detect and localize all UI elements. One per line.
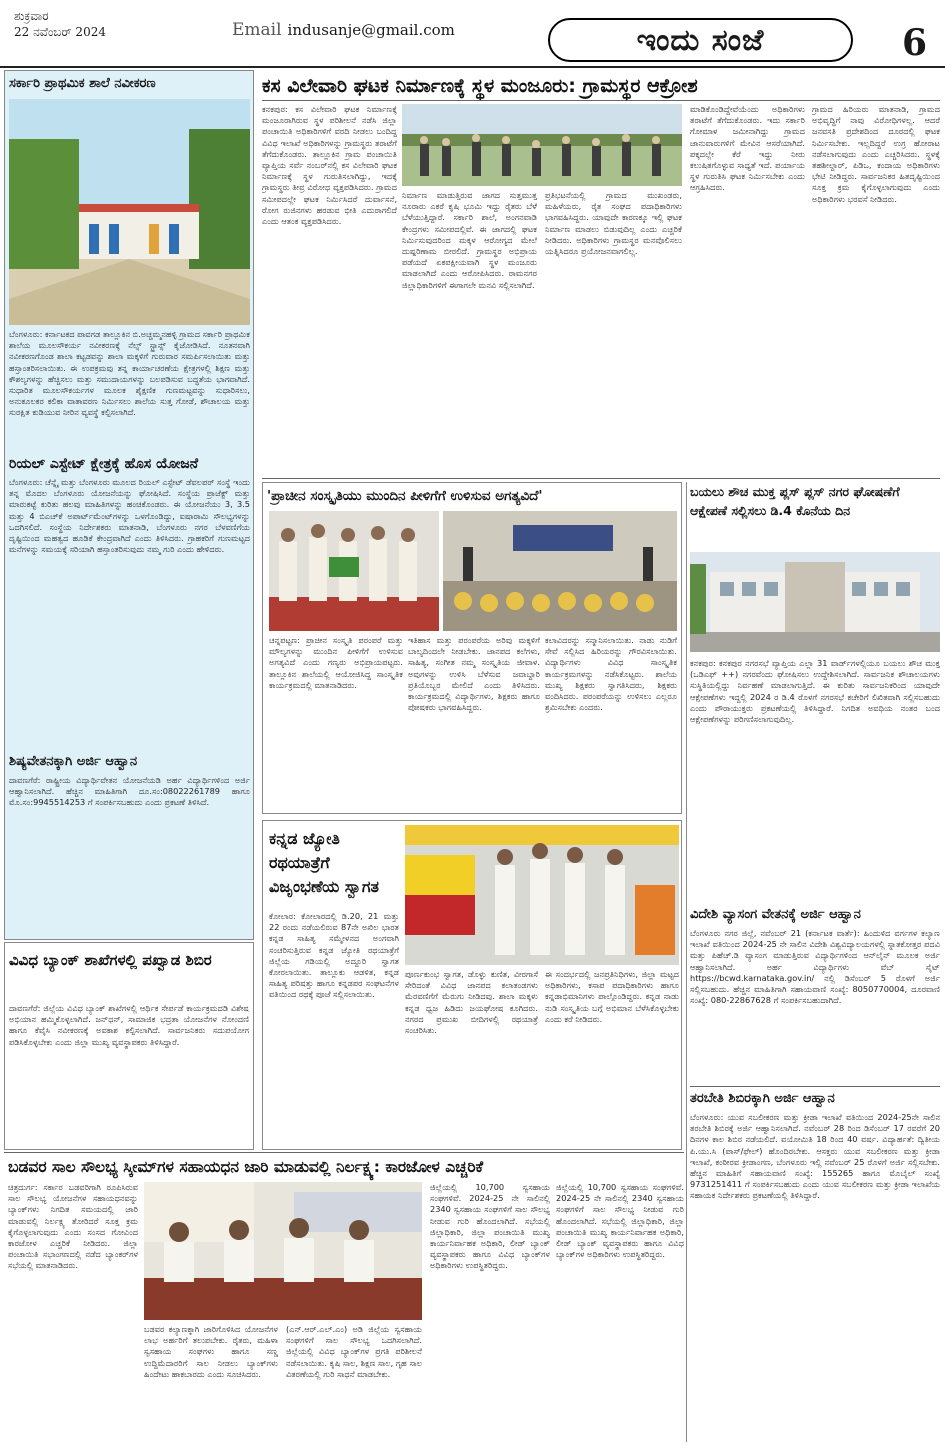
loan-top-rule — [4, 1152, 684, 1153]
odf-box — [690, 482, 940, 902]
culture-photo-graphic — [269, 511, 439, 631]
masthead — [0, 0, 945, 68]
culture-box — [262, 482, 682, 814]
bank-body: ದಾವಣಗೆರೆ: ಜಿಲ್ಲೆಯ ವಿವಿಧ ಬ್ಯಾಂಕ್ ಶಾಖೆಗಳಲ್ಲಿ ಆರ್ಥಿಕ ಸೇರ್ಪಡೆ ಕಾರ್ಯಕ್ರಮದಡಿ ವಿಶೇಷ ಅಭಿಯಾನ ಹಮ್ಮಿಕೊಳ್ಳಲಾಗಿದೆ. ಜನ್‌ಧನ್, ಸಾಮಾಜಿಕ ಭದ್ರತಾ ಯೋಜನೆಗಳ ನೋಂದಣಿ ಹಾಗೂ ಕೆವೈಸಿ ನವೀಕರಣಕ್ಕೆ ಅವಕಾಶ ಕಲ್ಪಿಸಲಾಗಿದೆ. ಸಾರ್ವಜನಿಕರು ಸದುಪಯೋಗ ಪಡಿಸಿಕೊಳ್ಳಬೇಕು ಎಂದು ಜಿಲ್ಲಾ ಮುಖ್ಯ ವ್ಯವಸ್ಥಾಪಕರು ತಿಳಿಸಿದ್ದಾರೆ. — [9, 1003, 249, 1047]
school-body: ಬೆಂಗಳೂರು: ಕರ್ನಾಟಕದ ಪಾವಗಡ ತಾಲ್ಲೂಕಿನ ಬಿ.ಅಚ್ಚಮ್ಮನಹಳ್ಳಿ ಗ್ರಾಮದ ಸರ್ಕಾರಿ ಪ್ರಾಥಮಿಕ ಶಾಲೆಯ ಮೂಲಸೌಕರ್ಯ ನವೀಕರಣಕ್ಕೆ ನೆಲ್ಸ್ ಸ್ಟ್ರಾನ್ಸ್ ಕೈಜೋಡಿಸಿದೆ. ನೂತನವಾಗಿ ನವೀಕರಣಗೊಂಡ ಶಾಲಾ ಕಟ್ಟಡವನ್ನು ಶಾಲಾ ಮಕ್ಕಳಿಗೆ ಗುರುವಾರ ಸಮರ್ಪಿಸಲಾಯಿತು ಮತ್ತು ಹಸ್ತಾಂತರಿಸಲಾಯಿತು. ಈ ಉಪಕ್ರಮವು ತನ್ನ ಕಾರ್ಯಾಚರಣೆಯ ಕ್ಷೇತ್ರಗಳಲ್ಲಿ ಶಿಕ್ಷಣ ಮತ್ತು ಕೌಶಲ್ಯಗಳನ್ನು ಹೆಚ್ಚಿಸಲು ಮತ್ತು ಸಮುದಾಯಗಳನ್ನು ಬಲಪಡಿಸುವ ಬದ್ಧತೆಯ ಭಾಗವಾಗಿದೆ. ಸುಧಾರಿತ ಮೂಲಸೌಕರ್ಯಗಳ ಮೂಲಕ ಶೈಕ್ಷಣಿಕ ಗುಣಮಟ್ಟವನ್ನು ಸುಧಾರಿಸಲು, ಅನುಕೂಲಕರ ಕಲಿಕಾ ವಾತಾವರಣ ನಿರ್ಮಿಸಲು ಶಾಲೆಯ ಸುತ್ತ ಗೋಡೆ, ಶೌಚಾಲಯ ಮತ್ತು ಸುರಕ್ಷಿತ ಕುಡಿಯುವ ನೀರಿನ ವ್ಯವಸ್ಥೆ ಕಲ್ಪಿಸಲಾಗಿದೆ. — [9, 329, 250, 418]
odf-building-graphic — [690, 552, 940, 652]
left-column — [4, 70, 254, 940]
issue-date — [14, 8, 106, 40]
training-body: ಬೆಂಗಳೂರು: ಯುವ ಸಬಲೀಕರಣ ಮತ್ತು ಕ್ರೀಡಾ ಇಲಾಖೆ ವತಿಯಿಂದ 2024-25ನೇ ಸಾಲಿನ ತರಬೇತಿ ಶಿಬಿರಕ್ಕೆ ಅರ್ಜಿ ಆಹ್ವಾನಿಸಲಾಗಿದೆ. ನವೆಂಬರ್ 28 ರಿಂದ ಡಿಸೆಂಬರ್ 17 ರವರೆಗೆ 20 ದಿನಗಳ ಕಾಲ ಶಿಬಿರ ನಡೆಯಲಿದೆ. ವಯೋಮಿತಿ 18 ರಿಂದ 40 ವರ್ಷ. ವಿದ್ಯಾರ್ಹತೆ: ದ್ವಿತೀಯ ಪಿ.ಯು.ಸಿ (ಪಾಸ್/ಫೇಲ್) ಹೊಂದಿರಬೇಕು. ಆಸಕ್ತರು ಯುವ ಸಬಲೀಕರಣ ಮತ್ತು ಕ್ರೀಡಾ ಇಲಾಖೆ, ಕಂಠೀರವ ಕ್ರೀಡಾಂಗಣ, ಬೆಂಗಳೂರು ಇಲ್ಲಿ ನವೆಂಬರ್ 25 ರೊಳಗೆ ಅರ್ಜಿ ಸಲ್ಲಿಸಬೇಕು. ಹೆಚ್ಚಿನ ಮಾಹಿತಿಗೆ ಸಹಾಯವಾಣಿ ಸಂಖ್ಯೆ: 155265 ಹಾಗೂ ಮೊಬೈಲ್ ಸಂಖ್ಯೆ 9731251411 ಗೆ ಸಂಪರ್ಕಿಸಬಹುದು ಎಂದು ಯುವ ಸಬಲೀಕರಣ ಮತ್ತು ಕ್ರೀಡಾ ಇಲಾಖೆಯ ಸಹಾಯಕ ನಿರ್ದೇಶಕರು ಪ್ರಕಟಣೆಯಲ್ಲಿ ತಿಳಿಸಿದ್ದಾರೆ. — [690, 1112, 940, 1201]
scholarship-headline: ಶಿಷ್ಯವೇತನಕ್ಕಾಗಿ ಅರ್ಜಿ ಆಹ್ವಾನ — [9, 754, 138, 769]
odf-body: ಕನಕಪುರ: ಕನಕಪುರ ನಗರಸಭೆ ವ್ಯಾಪ್ತಿಯ ಎಲ್ಲಾ 31 ವಾರ್ಡ್‌ಗಳಲ್ಲಿಯೂ ಬಯಲು ಶೌಚ ಮುಕ್ತ (ಒಡಿಎಫ್ ++) ನಗರವೆಂದು ಘೋಷಿಸಲು ಉದ್ದೇಶಿಸಲಾಗಿದೆ. ಸಾರ್ವಜನಿಕ ಶೌಚಾಲಯಗಳು ಸುಸ್ಥಿತಿಯಲ್ಲಿದ್ದು ನಿರ್ವಹಣೆ ಮಾಡಲಾಗುತ್ತಿದೆ. ಈ ಕುರಿತು ಸಾರ್ವಜನಿಕರಿಂದ ಯಾವುದೇ ಆಕ್ಷೇಪಣೆಗಳು ಇದ್ದಲ್ಲಿ 2024 ರ ಡಿ.4 ರೊಳಗೆ ನಗರಸಭೆ ಕಚೇರಿಗೆ ಲಿಖಿತವಾಗಿ ಸಲ್ಲಿಸಬಹುದು ಎಂದು ಪೌರಾಯುಕ್ತರು ಪ್ರಕಟಣೆಯಲ್ಲಿ ತಿಳಿಸಿದ್ದಾರೆ. ನಿಗದಿತ ಅವಧಿಯ ನಂತರ ಬಂದ ಆಕ್ಷೇಪಣೆಗಳನ್ನು ಪರಿಗಣಿಸಲಾಗುವುದಿಲ್ಲ. — [690, 658, 940, 725]
culture-headline: 'ಪ್ರಾಚೀನ ಸಂಸ್ಕೃತಿಯು ಮುಂದಿನ ಪೀಳಿಗೆಗೆ ಉಳಿಸುವ ಅಗತ್ಯವಿದೆ' — [267, 488, 543, 504]
school-photo-graphic — [9, 99, 250, 325]
ratha-photo-graphic — [405, 825, 679, 965]
training-box — [690, 1090, 940, 1440]
loan-column-5: ಜಿಲ್ಲೆಯಲ್ಲಿ 10,700 ಸ್ವಸಹಾಯ ಸಂಘಗಳಿವೆ. 2024-25 ನೇ ಸಾಲಿನಲ್ಲಿ 2340 ಸ್ವಸಹಾಯ ಸಂಘಗಳಿಗೆ ಸಾಲ ಸೌಲಭ್ಯ ನೀಡುವ ಗುರಿ ಹೊಂದಲಾಗಿದೆ. ಸಭೆಯಲ್ಲಿ ಜಿಲ್ಲಾಧಿಕಾರಿ, ಜಿಲ್ಲಾ ಪಂಚಾಯಿತಿ ಮುಖ್ಯ ಕಾರ್ಯನಿರ್ವಾಹಕ ಅಧಿಕಾರಿ, ಲೀಡ್ ಬ್ಯಾಂಕ್ ವ್ಯವಸ್ಥಾಪಕರು ಹಾಗೂ ವಿವಿಧ ಬ್ಯಾಂಕ್‌ಗಳ ಅಧಿಕಾರಿಗಳು ಉಪಸ್ಥಿತರಿದ್ದರು. — [556, 1182, 684, 1260]
loan-column-1: ಚಿತ್ರದುರ್ಗ: ಸರ್ಕಾರ ಬಡವರಿಗಾಗಿ ರೂಪಿಸಿರುವ ಸಾಲ ಸೌಲಭ್ಯ ಯೋಜನೆಗಳ ಸಹಾಯಧನವನ್ನು ಬ್ಯಾಂಕ್‌ಗಳು ನಿಗದಿತ ಸಮಯದಲ್ಲಿ ಜಾರಿ ಮಾಡುವಲ್ಲಿ ನಿರ್ಲಕ್ಷ್ಯ ತೋರಿದರೆ ಸೂಕ್ತ ಕ್ರಮ ಕೈಗೊಳ್ಳಲಾಗುವುದು ಎಂದು ಸಂಸದ ಗೋವಿಂದ ಕಾರಜೋಳ ಎಚ್ಚರಿಕೆ ನೀಡಿದರು. ಜಿಲ್ಲಾ ಪಂಚಾಯಿತಿ ಸಭಾಂಗಣದಲ್ಲಿ ನಡೆದ ಬ್ಯಾಂಕರ್‌ಗಳ ಸಭೆಯಲ್ಲಿ ಮಾತನಾಡಿದರು. — [8, 1182, 138, 1271]
culture-photo-students — [443, 511, 677, 631]
loan-column-2: ಬಡವರ ಕಲ್ಯಾಣಕ್ಕಾಗಿ ಜಾರಿಗೊಳಿಸಿದ ಯೋಜನೆಗಳ ಲಾಭ ಅರ್ಹರಿಗೆ ತಲುಪಬೇಕು. ರೈತರು, ಮಹಿಳಾ ಸ್ವಸಹಾಯ ಸಂಘಗಳು ಹಾಗೂ ಸಣ್ಣ ಉದ್ದಿಮೆದಾರರಿಗೆ ಸಾಲ ನೀಡಲು ಬ್ಯಾಂಕ್‌ಗಳು ಹಿಂದೇಟು ಹಾಕಬಾರದು ಎಂದು ಸೂಚಿಸಿದರು. — [144, 1324, 278, 1379]
lead-protest-photo — [402, 104, 682, 186]
loan-column-3: (ಎನ್.ಆರ್.ಎಲ್.ಎಂ) ಅಡಿ ಜಿಲ್ಲೆಯ ಸ್ವಸಹಾಯ ಸಂಘಗಳಿಗೆ ಸಾಲ ಸೌಲಭ್ಯ ಒದಗಿಸಲಾಗಿದೆ. ಜಿಲ್ಲೆಯಲ್ಲಿ ವಿವಿಧ ಬ್ಯಾಂಕ್‌ಗಳ ಪ್ರಗತಿ ಪರಿಶೀಲನೆ ನಡೆಸಲಾಯಿತು. ಕೃಷಿ ಸಾಲ, ಶಿಕ್ಷಣ ಸಾಲ, ಗೃಹ ಸಾಲ ವಿತರಣೆಯಲ್ಲಿ ಗುರಿ ಸಾಧನೆ ಮಾಡಬೇಕು. — [286, 1324, 422, 1379]
contact-email — [232, 20, 455, 40]
scholarship-body: ದಾವಣಗೆರೆ: ರಾಷ್ಟ್ರೀಯ ವಿದ್ಯಾರ್ಥಿವೇತನ ಯೋಜನೆಯಡಿ ಅರ್ಹ ವಿದ್ಯಾರ್ಥಿಗಳಿಂದ ಅರ್ಜಿ ಆಹ್ವಾನಿಸಲಾಗಿದೆ. ಹೆಚ್ಚಿನ ಮಾಹಿತಿಗಾಗಿ ದೂ.ಸಂ:08022261789 ಹಾಗೂ ಮೊ.ಸಂ:9945514253 ಗೆ ಸಂಪರ್ಕಿಸಬಹುದು ಎಂದು ಪ್ರಕಟಣೆ ತಿಳಿಸಿದೆ. — [9, 775, 250, 808]
newspaper-logo — [548, 18, 853, 62]
email-address: indusanje@gmail.com — [287, 21, 455, 39]
culture-column-3: ಕಲಾವಿದರನ್ನು ಸನ್ಮಾನಿಸಲಾಯಿತು. ನಾಡು ನುಡಿಗೆ ಸೇವೆ ಸಲ್ಲಿಸಿದ ಹಿರಿಯರನ್ನು ಗೌರವಿಸಲಾಯಿತು. ವಿದ್ಯಾರ್ಥಿಗಳು ವಿವಿಧ ಸಾಂಸ್ಕೃತಿಕ ಕಾರ್ಯಕ್ರಮಗಳನ್ನು ನಡೆಸಿಕೊಟ್ಟರು. ಶಾಲೆಯ ಮುಖ್ಯ ಶಿಕ್ಷಕರು ಸ್ವಾಗತಿಸಿದರು, ಶಿಕ್ಷಕರು ವಂದಿಸಿದರು. ಪರಂಪರೆಯನ್ನು ಉಳಿಸಲು ಎಲ್ಲರೂ ಶ್ರಮಿಸಬೇಕು ಎಂದರು. — [545, 635, 677, 713]
school-headline: ಸರ್ಕಾರಿ ಪ್ರಾಥಮಿಕ ಶಾಲೆ ನವೀಕರಣ — [9, 76, 156, 91]
culture-photo-students-graphic — [443, 511, 677, 631]
ratha-headline: ಕನ್ನಡ ಜ್ಯೋತಿ ರಥಯಾತ್ರೆಗೆ ವಿಜೃಂಭಣೆಯ ಸ್ವಾಗತ — [269, 829, 379, 896]
lead-column-2: ನಿರ್ಮಾಣ ಮಾಡುತ್ತಿರುವ ಜಾಗದ ಸುತ್ತಮುತ್ತ ನೂರಾರು ಎಕರೆ ಕೃಷಿ ಭೂಮಿ ಇದ್ದು ರೈತರು ಬೆಳೆ ಬೆಳೆಯುತ್ತಿದ್ದಾರೆ. ಸರ್ಕಾರಿ ಶಾಲೆ, ಅಂಗನವಾಡಿ ಕೇಂದ್ರಗಳು ಸಮೀಪದಲ್ಲಿವೆ. ಈ ಜಾಗದಲ್ಲಿ ಘಟಕ ನಿರ್ಮಿಸುವುದರಿಂದ ಮಕ್ಕಳ ಆರೋಗ್ಯದ ಮೇಲೆ ದುಷ್ಪರಿಣಾಮ ಬೀರಲಿದೆ. ಗ್ರಾಮಸ್ಥರ ಅಭಿಪ್ರಾಯ ಪಡೆಯದೆ ಏಕಪಕ್ಷೀಯವಾಗಿ ಸ್ಥಳ ಮಂಜೂರು ಮಾಡಲಾಗಿದೆ ಎಂದು ಆರೋಪಿಸಿದರು. ರಾಮನಗರ ಜಿಲ್ಲಾಧಿಕಾರಿಗಳಿಗೆ ಈಗಾಗಲೇ ಮನವಿ ಸಲ್ಲಿಸಲಾಗಿದೆ. — [402, 190, 537, 290]
ratha-box — [262, 820, 682, 1150]
ratha-column-1: ಕೋಲಾರ: ಕೋಲಾರದಲ್ಲಿ ಡಿ.20, 21 ಮತ್ತು 22 ರಂದು ನಡೆಯಲಿರುವ 87ನೇ ಅಖಿಲ ಭಾರತ ಕನ್ನಡ ಸಾಹಿತ್ಯ ಸಮ್ಮೇಳನದ ಅಂಗವಾಗಿ ಸಂಚರಿಸುತ್ತಿರುವ ಕನ್ನಡ ಜ್ಯೋತಿ ರಥಯಾತ್ರೆಗೆ ಜಿಲ್ಲೆಯ ಗಡಿಯಲ್ಲಿ ಅದ್ದೂರಿ ಸ್ವಾಗತ ಕೋರಲಾಯಿತು. ತಾಲ್ಲೂಕು ಆಡಳಿತ, ಕನ್ನಡ ಸಾಹಿತ್ಯ ಪರಿಷತ್ತು ಹಾಗೂ ಕನ್ನಡಪರ ಸಂಘಟನೆಗಳ ವತಿಯಿಂದ ರಥಕ್ಕೆ ಪೂಜೆ ಸಲ್ಲಿಸಲಾಯಿತು. — [269, 911, 399, 1000]
school-photo — [9, 99, 250, 325]
email-label: Email — [232, 20, 282, 40]
odf-headline: ಬಯಲು ಶೌಚ ಮುಕ್ತ ಪ್ಲಸ್ ಪ್ಲಸ್ ನಗರ ಘೋಷಣೆಗೆ ಆಕ್ಷೇಪಣೆ ಸಲ್ಲಿಸಲು ಡಿ.4 ಕೊನೆಯ ದಿನ — [690, 484, 900, 518]
foreign-body: ಬೆಂಗಳೂರು ನಗರ ಜಿಲ್ಲೆ, ನವೆಂಬರ್ 21 (ಕರ್ನಾಟಕ ವಾರ್ತೆ): ಹಿಂದುಳಿದ ವರ್ಗಗಳ ಕಲ್ಯಾಣ ಇಲಾಖೆ ವತಿಯಿಂದ 2024-25 ನೇ ಸಾಲಿನ ವಿದೇಶಿ ವಿಶ್ವವಿದ್ಯಾಲಯಗಳಲ್ಲಿ ಸ್ನಾತಕೋತ್ತರ ಪದವಿ ಮತ್ತು ಪಿಹೆಚ್.ಡಿ ವ್ಯಾಸಂಗ ಮಾಡುತ್ತಿರುವ ವಿದ್ಯಾರ್ಥಿಗಳಿಂದ ಆನ್‌ಲೈನ್ ಮೂಲಕ ಅರ್ಜಿ ಆಹ್ವಾನಿಸಲಾಗಿದೆ. ಅರ್ಹ ವಿದ್ಯಾರ್ಥಿಗಳು ವೆಬ್ ಸೈಟ್ https://bcwd.karnataka.gov.in/ ನಲ್ಲಿ ಡಿಸೆಂಬರ್ 5 ರೊಳಗೆ ಅರ್ಜಿ ಸಲ್ಲಿಸಬಹುದು. ಹೆಚ್ಚಿನ ಮಾಹಿತಿಗಾಗಿ ಸಹಾಯವಾಣಿ ಸಂಖ್ಯೆ: 8050770004, ದೂರವಾಣಿ ಸಂಖ್ಯೆ: 080-22867628 ಗೆ ಸಂಪರ್ಕಿಸಬಹುದಾಗಿದೆ. — [690, 928, 940, 1006]
loan-column-4: ಜಿಲ್ಲೆಯಲ್ಲಿ 10,700 ಸ್ವಸಹಾಯ ಸಂಘಗಳಿವೆ. 2024-25 ನೇ ಸಾಲಿನಲ್ಲಿ 2340 ಸ್ವಸಹಾಯ ಸಂಘಗಳಿಗೆ ಸಾಲ ಸೌಲಭ್ಯ ನೀಡುವ ಗುರಿ ಹೊಂದಲಾಗಿದೆ. ಸಭೆಯಲ್ಲಿ ಜಿಲ್ಲಾಧಿಕಾರಿ, ಜಿಲ್ಲಾ ಪಂಚಾಯಿತಿ ಮುಖ್ಯ ಕಾರ್ಯನಿರ್ವಾಹಕ ಅಧಿಕಾರಿ, ಲೀಡ್ ಬ್ಯಾಂಕ್ ವ್ಯವಸ್ಥಾಪಕರು ಹಾಗೂ ವಿವಿಧ ಬ್ಯಾಂಕ್‌ಗಳ ಅಧಿಕಾರಿಗಳು ಉಪಸ್ಥಿತರಿದ್ದರು. — [430, 1182, 550, 1271]
lead-column-4: ಮಾಡಿಕೊಂಡಿದ್ದೇವೆಯೆಂದು ಅಧಿಕಾರಿಗಳು ತರಾಟೆಗೆ ತೆಗೆದುಕೊಂಡರು. ಇದು ಸರ್ಕಾರಿ ಗೋಮಾಳ ಜಮೀನಾಗಿದ್ದು ಗ್ರಾಮದ ಜಾನುವಾರುಗಳಿಗೆ ಮೇವಿನ ಆಸರೆಯಾಗಿದೆ. ಪಕ್ಕದಲ್ಲೇ ಕೆರೆ ಇದ್ದು ನೀರು ಕಲುಷಿತಗೊಳ್ಳುವ ಸಾಧ್ಯತೆ ಇದೆ. ಪರ್ಯಾಯ ಸ್ಥಳ ಗುರುತಿಸಿ ಘಟಕ ನಿರ್ಮಿಸಬೇಕು ಎಂದು ಆಗ್ರಹಿಸಿದರು. — [690, 104, 805, 193]
lead-divider — [262, 478, 940, 479]
ratha-column-3: ಈ ಸಂದರ್ಭದಲ್ಲಿ ಜನಪ್ರತಿನಿಧಿಗಳು, ಜಿಲ್ಲಾ ಮಟ್ಟದ ಅಧಿಕಾರಿಗಳು, ಕಸಾಪ ಪದಾಧಿಕಾರಿಗಳು ಹಾಗೂ ಕನ್ನಡಾಭಿಮಾನಿಗಳು ಪಾಲ್ಗೊಂಡಿದ್ದರು. ಕನ್ನಡ ನಾಡು ನುಡಿ ಸಂಸ್ಕೃತಿಯ ಬಗ್ಗೆ ಅಭಿಮಾನ ಬೆಳೆಸಿಕೊಳ್ಳಬೇಕು ಎಂದು ಕರೆ ನೀಡಿದರು. — [545, 969, 679, 1024]
bank-box — [4, 942, 254, 1150]
issue-date-text: 22 ನವೆಂಬರ್ 2024 — [14, 25, 106, 39]
lead-column-3: ಪ್ರತಿಭಟನೆಯಲ್ಲಿ ಗ್ರಾಮದ ಮುಖಂಡರು, ಮಹಿಳೆಯರು, ರೈತ ಸಂಘದ ಪದಾಧಿಕಾರಿಗಳು ಭಾಗವಹಿಸಿದ್ದರು. ಯಾವುದೇ ಕಾರಣಕ್ಕೂ ಇಲ್ಲಿ ಘಟಕ ನಿರ್ಮಾಣ ಮಾಡಲು ಬಿಡುವುದಿಲ್ಲ ಎಂದು ಎಚ್ಚರಿಕೆ ನೀಡಿದರು. ಅಧಿಕಾರಿಗಳು ಗ್ರಾಮಸ್ಥರ ಮನವೊಲಿಸಲು ಯತ್ನಿಸಿದರೂ ಪ್ರಯೋಜನವಾಗಲಿಲ್ಲ. — [545, 190, 682, 257]
ratha-photo — [405, 825, 679, 965]
lead-column-1: ಕನಕಪುರ: ಕಸ ವಿಲೇವಾರಿ ಘಟಕ ನಿರ್ಮಾಣಕ್ಕೆ ಮಂಜೂರಾಗಿರುವ ಸ್ಥಳ ಪರಿಶೀಲನೆ ನಡೆಸಿ ಜಿಲ್ಲಾ ಪಂಚಾಯಿತಿ ಅಧಿಕಾರಿಗಳಿಗೆ ವರದಿ ನೀಡಲು ಬಂದಿದ್ದ ವಿವಿಧ ಇಲಾಖೆ ಅಧಿಕಾರಿಗಳನ್ನು ಗ್ರಾಮಸ್ಥರು ತರಾಟೆಗೆ ತೆಗೆದುಕೊಂಡರು. ತಾಲ್ಲೂಕಿನ ಗ್ರಾಮ ಪಂಚಾಯಿತಿ ವ್ಯಾಪ್ತಿಯ ಸರ್ವೆ ನಂಬರ್‌ನಲ್ಲಿ ಕಸ ವಿಲೇವಾರಿ ಘಟಕ ನಿರ್ಮಾಣಕ್ಕೆ ಸ್ಥಳ ಗುರುತಿಸಲಾಗಿದ್ದು, ಇದಕ್ಕೆ ಗ್ರಾಮಸ್ಥರು ತೀವ್ರ ವಿರೋಧ ವ್ಯಕ್ತಪಡಿಸಿದರು. ಗ್ರಾಮದ ಸಮೀಪದಲ್ಲೇ ಘಟಕ ನಿರ್ಮಿಸಿದರೆ ದುರ್ವಾಸನೆ, ರೋಗ ರುಜಿನಗಳು ಹರಡುವ ಭೀತಿ ಎದುರಾಗಲಿದೆ ಎಂದು ಆತಂಕ ವ್ಯಕ್ತಪಡಿಸಿದರು. — [262, 104, 397, 227]
foreign-box — [690, 906, 940, 1082]
bank-headline: ವಿವಿಧ ಬ್ಯಾಂಕ್ ಶಾಖೆಗಳಲ್ಲಿ ಪಖ್ವಾಡ ಶಿಬಿರ — [9, 951, 212, 969]
realestate-headline: ರಿಯಲ್ ಎಸ್ಟೇಟ್ ಕ್ಷೇತ್ರಕ್ಕೆ ಹೊಸ ಯೋಜನೆ — [9, 456, 199, 472]
foreign-headline: ವಿದೇಶಿ ವ್ಯಾಸಂಗ ವೇತನಕ್ಕೆ ಅರ್ಜಿ ಆಹ್ವಾನ — [690, 907, 861, 922]
realestate-body: ಬೆಂಗಳೂರು: ಚೆನ್ನೈ ಮತ್ತು ಬೆಂಗಳೂರು ಮೂಲದ ರಿಯಲ್ ಎಸ್ಟೇಟ್ ಡೆವಲಪರ್ ಸಂಸ್ಥೆ ಇಂದು ತನ್ನ ಮೊದಲ ಬೆಂಗಳೂರು ಯೋಜನೆಯನ್ನು ಘೋಷಿಸಿದೆ. ಸಂಸ್ಥೆಯ ಪ್ರಾಜೆಕ್ಟ್ ಮತ್ತು ಮಾರುಕಟ್ಟೆ ಕುರಿತು ಹಲವು ಮಾಹಿತಿಗಳನ್ನು ಹಂಚಿಕೊಂಡರು. ಈ ಯೋಜನೆಯು 3, 3.5 ಮತ್ತು 4 ಬಿಎಚ್‌ಕೆ ಅಪಾರ್ಟ್‌ಮೆಂಟ್‌ಗಳನ್ನು ಒಳಗೊಂಡಿದ್ದು, ಐಷಾರಾಮಿ ಸೌಲಭ್ಯಗಳನ್ನು ಒದಗಿಸಲಿದೆ. ಸಂಸ್ಥೆಯ ನಿರ್ದೇಶಕರು ಮಾತನಾಡಿ, ಬೆಂಗಳೂರು ನಗರ ಬೆಳವಣಿಗೆಯ ದೃಷ್ಟಿಯಿಂದ ಮಹತ್ವದ ಹೂಡಿಕೆ ಕೇಂದ್ರವಾಗಿದೆ ಎಂದು ತಿಳಿಸಿದರು. ಗ್ರಾಹಕರಿಗೆ ಗುಣಮಟ್ಟದ ಮನೆಗಳನ್ನು ಸಮಯಕ್ಕೆ ಸರಿಯಾಗಿ ಹಸ್ತಾಂತರಿಸುವುದು ನಮ್ಮ ಗುರಿ ಎಂದು ಹೇಳಿದರು. — [9, 477, 250, 555]
page-number: 6 — [901, 22, 927, 64]
right-column-separator — [686, 482, 687, 1442]
logo-text: ಇಂದು ಸಂಜೆ — [636, 22, 765, 58]
odf-building-photo — [690, 552, 940, 652]
loan-meeting-photo — [144, 1182, 422, 1320]
issue-day: ಶುಕ್ರವಾರ — [14, 9, 49, 23]
ratha-column-2: ಪೂರ್ಣಕುಂಭ ಸ್ವಾಗತ, ಡೊಳ್ಳು ಕುಣಿತ, ವೀರಗಾಸೆ ಸೇರಿದಂತೆ ವಿವಿಧ ಜಾನಪದ ಕಲಾತಂಡಗಳು ಮೆರವಣಿಗೆಗೆ ಮೆರುಗು ನೀಡಿದವು. ಶಾಲಾ ಮಕ್ಕಳು ಕನ್ನಡ ಧ್ವಜ ಹಿಡಿದು ಜಯಘೋಷ ಕೂಗಿದರು. ನಗರದ ಪ್ರಮುಖ ಬೀದಿಗಳಲ್ಲಿ ರಥಯಾತ್ರೆ ಸಂಚರಿಸಿತು. — [405, 969, 538, 1036]
lead-column-5: ಗ್ರಾಮದ ಹಿರಿಯರು ಮಾತನಾಡಿ, ಗ್ರಾಮದ ಅಭಿವೃದ್ಧಿಗೆ ನಾವು ವಿರೋಧಿಗಳಲ್ಲ. ಆದರೆ ಜನವಸತಿ ಪ್ರದೇಶದಿಂದ ದೂರದಲ್ಲಿ ಘಟಕ ನಿರ್ಮಿಸಬೇಕು. ಇಲ್ಲದಿದ್ದರೆ ಉಗ್ರ ಹೋರಾಟ ನಡೆಸಲಾಗುವುದು ಎಂದು ಎಚ್ಚರಿಸಿದರು. ಸ್ಥಳಕ್ಕೆ ತಹಶೀಲ್ದಾರ್, ಪಿಡಿಒ, ಕಂದಾಯ ಅಧಿಕಾರಿಗಳು ಭೇಟಿ ನೀಡಿದ್ದರು. ಸಾರ್ವಜನಿಕರ ಹಿತದೃಷ್ಟಿಯಿಂದ ಸೂಕ್ತ ಕ್ರಮ ಕೈಗೊಳ್ಳಲಾಗುವುದು ಎಂದು ಅಧಿಕಾರಿಗಳು ಭರವಸೆ ನೀಡಿದರು. — [812, 104, 940, 204]
lead-protest-graphic — [402, 104, 682, 186]
culture-column-2: ಇತಿಹಾಸ ಮತ್ತು ಪರಂಪರೆಯ ಅರಿವು ಮಕ್ಕಳಿಗೆ ಬಾಲ್ಯದಿಂದಲೇ ನೀಡಬೇಕು. ಜಾನಪದ ಕಲೆಗಳು, ಸಾಹಿತ್ಯ, ಸಂಗೀತ ನಮ್ಮ ಸಂಸ್ಕೃತಿಯ ಜೀವಾಳ. ಅವುಗಳನ್ನು ಉಳಿಸಿ ಬೆಳೆಸುವ ಜವಾಬ್ದಾರಿ ಪ್ರತಿಯೊಬ್ಬರ ಮೇಲಿದೆ ಎಂದು ತಿಳಿಸಿದರು. ಕಾರ್ಯಕ್ರಮದಲ್ಲಿ ವಿದ್ಯಾರ್ಥಿಗಳು, ಶಿಕ್ಷಕರು ಹಾಗೂ ಪೋಷಕರು ಭಾಗವಹಿಸಿದ್ದರು. — [408, 635, 540, 713]
loan-headline: ಬಡವರ ಸಾಲ ಸೌಲಭ್ಯ ಸ್ಕೀಮ್‌ಗಳ ಸಹಾಯಧನ ಜಾರಿ ಮಾಡುವಲ್ಲಿ ನಿರ್ಲಕ್ಷ್ಯ: ಕಾರಜೋಳ ಎಚ್ಚರಿಕೆ — [8, 1158, 484, 1176]
foreign-divider — [690, 1086, 940, 1087]
lead-headline: ಕಸ ವಿಲೇವಾರಿ ಘಟಕ ನಿರ್ಮಾಣಕ್ಕೆ ಸ್ಥಳ ಮಂಜೂರು: ಗ್ರಾಮಸ್ಥರ ಆಕ್ರೋಶ — [262, 72, 940, 101]
training-headline: ತರಬೇತಿ ಶಿಬಿರಕ್ಕಾಗಿ ಅರ್ಜಿ ಆಹ್ವಾನ — [690, 1091, 835, 1106]
culture-photo-dignitaries — [269, 511, 439, 631]
loan-meeting-graphic — [144, 1182, 422, 1320]
culture-caption: ಚನ್ನಪಟ್ಟಣ: ಪ್ರಾಚೀನ ಸಂಸ್ಕೃತಿ ಪರಂಪರೆ ಮತ್ತು ಮೌಲ್ಯಗಳನ್ನು ಮುಂದಿನ ಪೀಳಿಗೆಗೆ ಉಳಿಸುವ ಅಗತ್ಯವಿದೆ ಎಂದು ಗಣ್ಯರು ಅಭಿಪ್ರಾಯಪಟ್ಟರು. ತಾಲ್ಲೂಕಿನ ಶಾಲೆಯಲ್ಲಿ ಆಯೋಜಿಸಿದ್ದ ಸಾಂಸ್ಕೃತಿಕ ಕಾರ್ಯಕ್ರಮದಲ್ಲಿ ಮಾತನಾಡಿದರು. — [269, 635, 403, 690]
